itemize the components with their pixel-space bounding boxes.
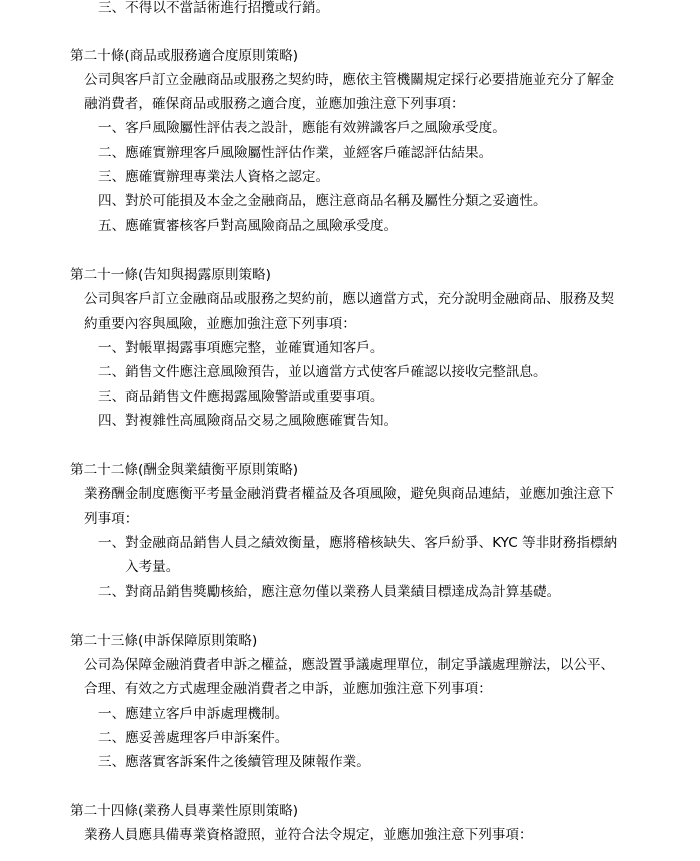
- article-title: 第二十二條(酬金與業績衡平原則策略): [70, 462, 299, 478]
- list-item: 二、對商品銷售獎勵核給，應注意勿僅以業務人員業績目標達成為計算基礎。: [98, 584, 561, 600]
- article-paragraph-line: 業務酬金制度應衡平考量金融消費者權益及各項風險，避免與商品連結，並應加強注意下: [84, 486, 615, 502]
- list-item: 三、應確實辦理專業法人資格之認定。: [98, 169, 330, 185]
- article-paragraph-line: 業務人員應具備專業資格證照，並符合法令規定，並應加強注意下列事項：: [84, 827, 533, 843]
- article-paragraph-line: 融消費者，確保商品或服務之適合度，並應加強注意下列事項：: [84, 96, 465, 112]
- list-item: 三、應落實客訴案件之後續管理及陳報作業。: [98, 754, 370, 770]
- list-item: 二、銷售文件應注意風險預告，並以適當方式使客戶確認以接收完整訊息。: [98, 364, 547, 380]
- list-item: 一、客戶風險屬性評估表之設計，應能有效辨識客戶之風險承受度。: [98, 120, 506, 136]
- list-item: 五、應確實審核客戶對高風險商品之風險承受度。: [98, 218, 398, 234]
- list-item-continuation: 入考量。: [125, 559, 180, 575]
- list-item: 一、應建立客戶申訴處理機制。: [98, 706, 289, 722]
- list-item: 四、對複雜性高風險商品交易之風險應確實告知。: [98, 413, 398, 429]
- list-item: 三、商品銷售文件應揭露風險警語或重要事項。: [98, 389, 384, 405]
- article-title: 第二十三條(申訴保障原則策略): [70, 633, 258, 649]
- article-title: 第二十四條(業務人員專業性原則策略): [70, 803, 299, 819]
- article-paragraph-line: 公司為保障金融消費者申訴之權益，應設置爭議處理單位，制定爭議處理辦法，以公平、: [84, 657, 615, 673]
- list-item: 一、對帳單揭露事項應完整，並確實通知客戶。: [98, 340, 384, 356]
- article-paragraph-line: 公司與客戶訂立金融商品或服務之契約時，應依主管機關規定採行必要措施並充分了解金: [84, 72, 615, 88]
- article-paragraph-line: 列事項：: [84, 511, 139, 527]
- list-item: 二、應確實辦理客戶風險屬性評估作業，並經客戶確認評估結果。: [98, 145, 493, 161]
- article-paragraph-line: 公司與客戶訂立金融商品或服務之契約前，應以適當方式，充分說明金融商品、服務及契: [84, 291, 615, 307]
- article-paragraph-line: 約重要內容與風險，並應加強注意下列事項：: [84, 316, 356, 332]
- article-paragraph-line: 合理、有效之方式處理金融消費者之申訴，並應加強注意下列事項：: [84, 681, 492, 697]
- list-item: 四、對於可能損及本金之金融商品，應注意商品名稱及屬性分類之妥適性。: [98, 193, 547, 209]
- article-title: 第二十條(商品或服務適合度原則策略): [70, 48, 299, 64]
- list-item: 一、對金融商品銷售人員之績效衡量，應將稽核缺失、客戶紛爭、KYC 等非財務指標納: [98, 535, 618, 551]
- list-item: 二、應妥善處理客戶申訴案件。: [98, 730, 289, 746]
- article-title: 第二十一條(告知與揭露原則策略): [70, 267, 271, 283]
- list-item: 三、不得以不當話術進行招攬或行銷。: [98, 0, 330, 16]
